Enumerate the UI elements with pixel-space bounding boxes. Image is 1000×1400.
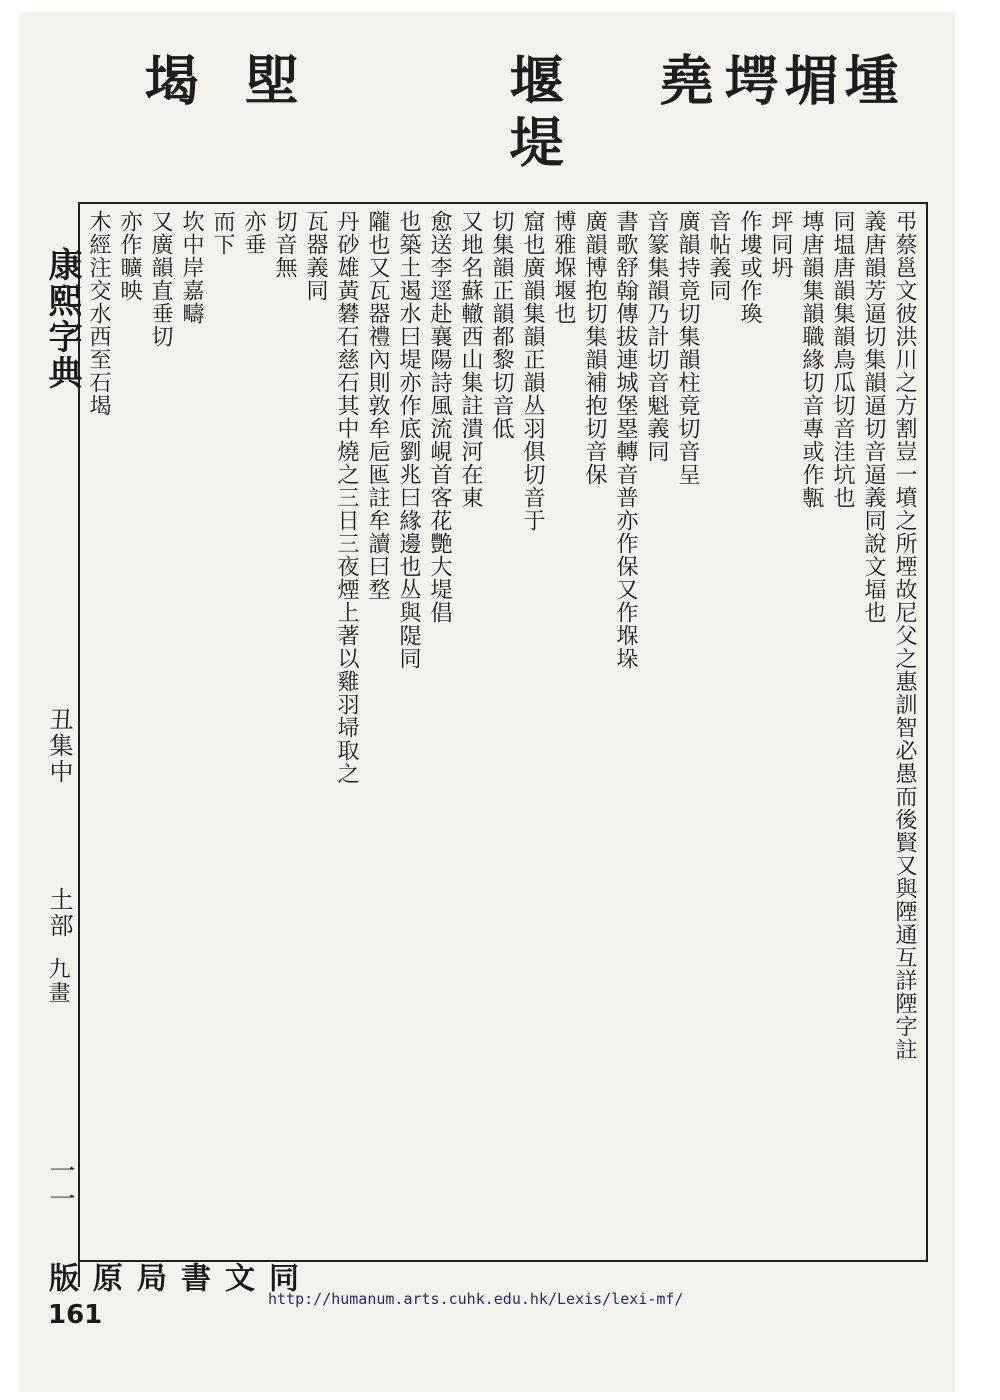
entry-column: 亦垂	[241, 210, 266, 256]
entry-column: 音篆集韻乃計切音魁義同	[644, 210, 669, 463]
entry-column: 窟也廣韻集韻正韻丛羽俱切音于	[520, 210, 545, 532]
entry-column: 亦作曠映	[117, 210, 142, 302]
seal-heading-3: 堮	[716, 52, 780, 108]
seal-heading-1: 堹	[836, 52, 900, 108]
entry-column: 坎中岸嘉疇	[179, 210, 204, 325]
book-title: 康熙字典	[42, 247, 82, 391]
entry-column: 義唐韻芳逼切集韻逼切音逼義同說文堛也	[861, 210, 886, 624]
seal-heading-6: 堲	[236, 52, 300, 108]
dictionary-page	[20, 12, 955, 1392]
stroke-count-label: 九畫	[45, 957, 70, 1005]
entry-column: 弔蔡邕文彼洪川之方割豈一墳之所堙故尼父之惠訓智必愚而後賢又與陻通互詳陻字註	[892, 210, 917, 1061]
section-label: 丑集中	[45, 707, 73, 785]
entry-column: 同塭唐韻集韻鳥瓜切音洼坑也	[830, 210, 855, 509]
entry-column: 又地名蘇轍西山集註潰河在東	[458, 210, 483, 509]
entry-column: 木經注交水西至石堨	[86, 210, 111, 417]
entry-column: 丹砂雄黃礬石慈石其中燒之三日三夜煙上著以雞羽埽取之	[334, 210, 359, 785]
entry-column: 又廣韻直垂切	[148, 210, 173, 348]
seal-heading-7: 堨	[136, 52, 200, 108]
dictionary-entries-text	[86, 210, 920, 1254]
entry-column: 而下	[210, 210, 235, 256]
entry-column: 博雅堢堰也	[551, 210, 576, 325]
entry-column: 瓦器義同	[303, 210, 328, 302]
seal-heading-4: 堯	[651, 52, 715, 108]
entry-column: 切集韻正韻都黎切音低	[489, 210, 514, 440]
entry-column: 隴也又瓦器禮內則敦牟巵匜註牟讀曰堥	[365, 210, 390, 601]
radical-label: 土部	[45, 887, 73, 939]
seal-heading-5: 堰	[501, 52, 565, 108]
entry-column: 廣韻博抱切集韻補抱切音保	[582, 210, 607, 486]
entry-column: 作塿或作瑍	[737, 210, 762, 325]
publisher-label: 同文書局原版	[43, 1262, 298, 1295]
entry-column: 廣韻持竟切集韻柱竟切音呈	[675, 210, 700, 486]
page-number: 161	[48, 1300, 103, 1330]
seal-subheading: 堤	[501, 114, 565, 170]
source-url: http://humanum.arts.cuhk.edu.hk/Lexis/lexi-mf/	[268, 1290, 684, 1308]
entry-column: 切音無	[272, 210, 297, 279]
entry-column: 坪同坍	[768, 210, 793, 279]
entry-column: 也築土遏水曰堤亦作底劉兆曰緣邊也丛與隄同	[396, 210, 421, 670]
dictionary-entries-frame	[78, 202, 928, 1262]
entry-column: 塼唐韻集韻職緣切音專或作甎	[799, 210, 824, 509]
seal-script-heading-row	[80, 52, 900, 202]
entry-column: 音帖義同	[706, 210, 731, 302]
entry-column: 愈送李逕赴襄陽詩風流峴首客花艷大堤倡	[427, 210, 452, 624]
chinese-page-number: 一一	[45, 1157, 75, 1213]
seal-heading-2: 堳	[776, 52, 840, 108]
entry-column: 書歌舒翰傳拔連城堡塁轉音普亦作保又作堢垛	[613, 210, 638, 670]
